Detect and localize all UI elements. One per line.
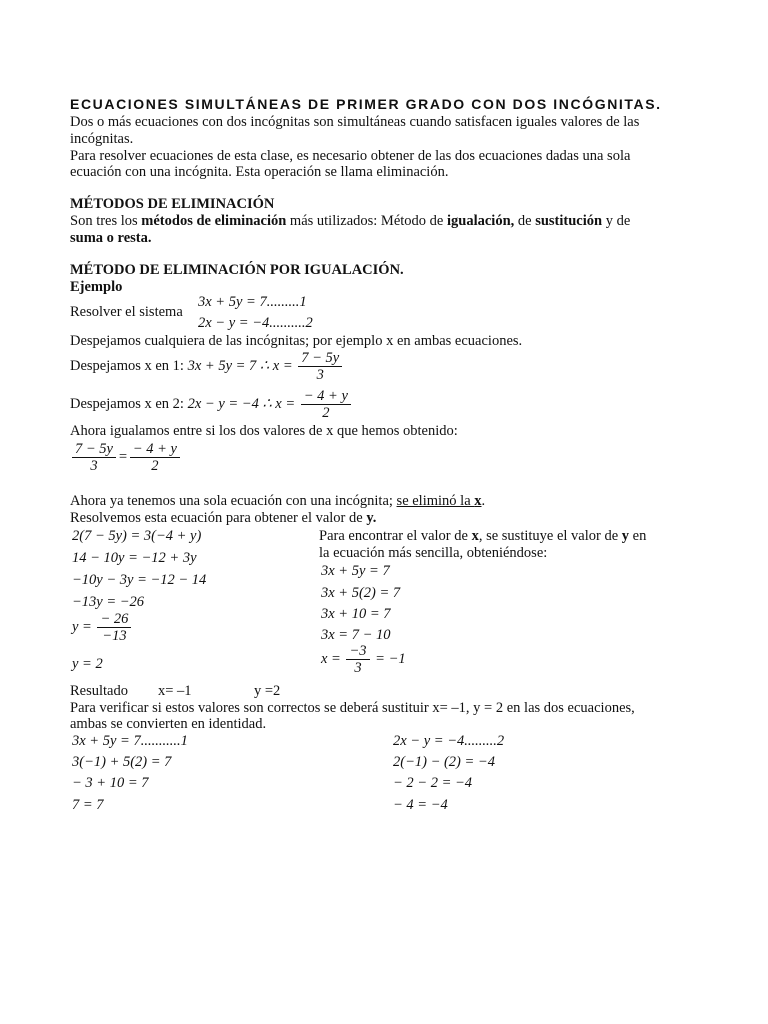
left-step-5 [72, 611, 133, 644]
system-eq-2: 2x − y = −4..........2 [198, 315, 313, 331]
methods-bold-igualacion: igualación, [446, 213, 515, 229]
right-step-1: 3x + 5y = 7 [321, 563, 390, 579]
despeje-2-label: Despejamos x en 2: [70, 396, 184, 412]
result-y: y =2 [254, 683, 281, 699]
resolvemos-label: Resolvemos esta ecuación para obtener el valor de [70, 510, 367, 526]
methods-paragraph-1 [70, 213, 630, 230]
igualacion-fraction-left [72, 441, 116, 474]
check-right-3: − 2 − 2 = −4 [393, 775, 473, 791]
check-left-1: 3x + 5y = 7...........1 [72, 733, 188, 749]
igualacion-fraction-right [130, 441, 180, 474]
resolvemos-text [70, 510, 376, 527]
methods-bold-eliminacion: métodos de eliminación [141, 213, 287, 229]
left-step-5-numerator: − 26 [100, 611, 129, 627]
intro-line-1: Dos o más ecuaciones con dos incógnitas son simultáneas cuando satisfacen iguales valores de las [70, 114, 640, 130]
despeje-1-label: Despejamos x en 1: [70, 358, 184, 374]
verify-line-1: Para verificar si estos valores son correctos se deberá sustituir x= –1, y = 2 en las dos ecuaciones, [70, 700, 635, 716]
igualacion-right-denominator: 2 [130, 457, 180, 474]
right-text-3: en [629, 528, 647, 544]
check-left-4: 7 = 7 [72, 797, 104, 813]
right-paragraph-2: la ecuación más sencilla, obteniéndose: [319, 545, 548, 561]
igualacion-left-numerator: 7 − 5y [75, 441, 113, 457]
se-elimino-label: se eliminó la [396, 493, 475, 509]
intro-line-3: Para resolver ecuaciones de esta clase, es necesario obtener de las dos ecuaciones dadas una sola [70, 148, 631, 164]
sola-end: . [481, 493, 486, 509]
se-elimino-text [397, 493, 482, 509]
left-step-6: y = 2 [72, 656, 103, 672]
methods-heading: MÉTODOS DE ELIMINACIÓN [70, 196, 275, 212]
methods-bold-sustitucion: sustitución [535, 213, 603, 229]
despeje-1-fraction [298, 350, 342, 383]
right-step-5-fraction [346, 643, 369, 676]
right-paragraph-1 [319, 528, 646, 545]
right-step-5 [321, 643, 406, 676]
igualacion-right-numerator: − 4 + y [132, 441, 177, 457]
despeje-1 [70, 350, 344, 383]
despeje-2-fraction [301, 388, 351, 421]
check-left-2: 3(−1) + 5(2) = 7 [72, 754, 172, 770]
check-left-3: − 3 + 10 = 7 [72, 775, 149, 791]
right-step-5-rhs: = −1 [375, 651, 406, 667]
despejamos-text: Despejamos cualquiera de las incógnitas; por ejemplo x en ambas ecuaciones. [70, 333, 523, 349]
right-text-1: Para encontrar el valor de [319, 528, 472, 544]
ahora-igualamos-text: Ahora igualamos entre si los dos valores de x que hemos obtenido: [70, 423, 458, 439]
right-step-5-numerator: −3 [349, 643, 367, 659]
igualacion-heading: MÉTODO DE ELIMINACIÓN POR IGUALACIÓN. [70, 262, 404, 278]
left-step-3: −10y − 3y = −12 − 14 [72, 572, 207, 588]
igualacion-left-denominator: 3 [72, 457, 116, 474]
methods-text-1: Son tres los [70, 213, 142, 229]
se-elimino-x: x [474, 493, 482, 509]
methods-text-2: más utilizados: Método de [286, 213, 447, 229]
despeje-2-eq: 2x − y = −4 ∴ x = [187, 396, 296, 412]
sola-text: Ahora ya tenemos una sola ecuación con una incógnita; [70, 493, 397, 509]
right-step-2: 3x + 5(2) = 7 [321, 585, 401, 601]
igualacion-equals: = [117, 449, 128, 465]
left-step-5-lhs: y = [72, 619, 92, 635]
despeje-1-denominator: 3 [298, 366, 342, 383]
check-right-2: 2(−1) − (2) = −4 [393, 754, 495, 770]
right-step-5-denominator: 3 [346, 659, 369, 676]
left-step-5-denominator: −13 [97, 627, 131, 644]
intro-line-4: ecuación con una incógnita. Esta operación se llama eliminación. [70, 164, 449, 180]
resolver-label: Resolver el sistema [70, 304, 183, 320]
ejemplo-label: Ejemplo [70, 279, 123, 295]
methods-paragraph-2: suma o resta. [70, 230, 152, 246]
despeje-1-numerator: 7 − 5y [301, 350, 340, 366]
left-step-5-fraction [97, 611, 131, 644]
right-step-3: 3x + 10 = 7 [321, 606, 391, 622]
result-x: x= –1 [158, 683, 192, 699]
intro-line-2: incógnitas. [70, 131, 134, 147]
left-step-1: 2(7 − 5y) = 3(−4 + y) [72, 528, 202, 544]
methods-text-3: de [514, 213, 536, 229]
despeje-2 [70, 388, 353, 421]
despeje-2-denominator: 2 [301, 404, 351, 421]
result-label: Resultado [70, 683, 128, 699]
left-step-2: 14 − 10y = −12 + 3y [72, 550, 197, 566]
right-bold-x: x [471, 528, 479, 544]
check-right-1: 2x − y = −4.........2 [393, 733, 505, 749]
right-step-5-lhs: x = [321, 651, 341, 667]
system-eq-1: 3x + 5y = 7.........1 [198, 294, 307, 310]
despeje-2-numerator: − 4 + y [303, 388, 348, 404]
left-step-4: −13y = −26 [72, 594, 145, 610]
resolvemos-y: y. [366, 510, 377, 526]
right-bold-y: y [621, 528, 630, 544]
right-step-4: 3x = 7 − 10 [321, 627, 391, 643]
sola-ecuacion-text [70, 493, 485, 510]
right-text-2: , se sustituye el valor de [478, 528, 622, 544]
igualacion-equation [70, 441, 182, 474]
despeje-1-eq: 3x + 5y = 7 ∴ x = [187, 358, 293, 374]
check-right-4: − 4 = −4 [393, 797, 448, 813]
methods-text-4: y de [602, 213, 631, 229]
page-title: ECUACIONES SIMULTÁNEAS DE PRIMER GRADO CON DOS INCÓGNITAS. [70, 96, 662, 112]
verify-line-2: ambas se convierten en identidad. [70, 716, 267, 732]
